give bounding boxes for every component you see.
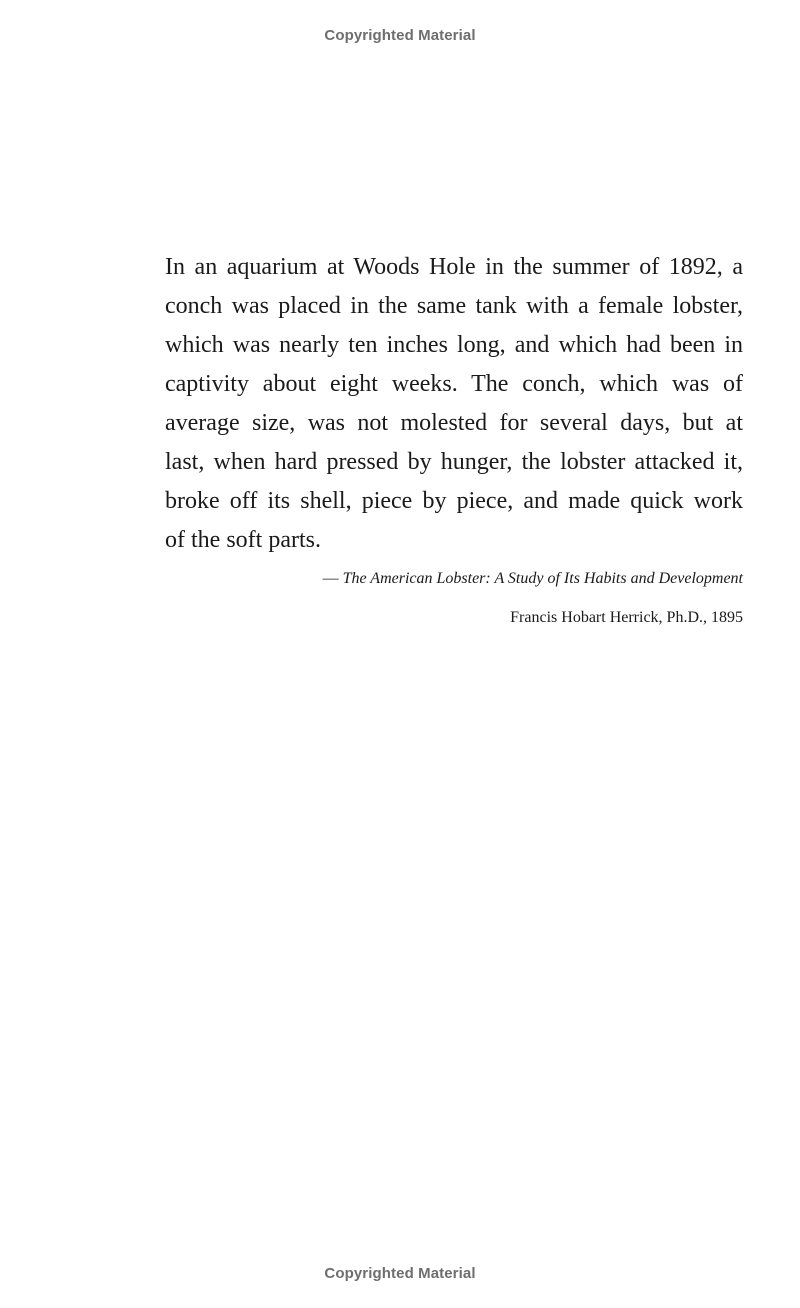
citation-book-title: The American Lobster: A Study of Its Habits and Development: [342, 570, 743, 587]
copyright-watermark-bottom: Copyrighted Material: [324, 1265, 476, 1282]
epigraph-line: broke off its shell, piece by piece, and made quick work: [165, 488, 743, 514]
citation-dash: —: [322, 570, 343, 587]
epigraph-line: average size, was not molested for several days, but at: [165, 410, 743, 436]
epigraph-line: captivity about eight weeks. The conch, which was of: [165, 371, 743, 397]
epigraph-line: of the soft parts.: [165, 527, 321, 553]
epigraph-line: In an aquarium at Woods Hole in the summer of 1892, a: [165, 254, 743, 280]
citation-author: Francis Hobart Herrick, Ph.D., 1895: [510, 609, 743, 626]
epigraph-line: last, when hard pressed by hunger, the lobster attacked it,: [165, 449, 743, 475]
epigraph-quote: [165, 248, 743, 560]
copyright-watermark-top: Copyrighted Material: [324, 27, 476, 44]
epigraph-line: which was nearly ten inches long, and which had been in: [165, 332, 743, 358]
epigraph-line: conch was placed in the same tank with a female lobster,: [165, 293, 743, 319]
epigraph-citation: [323, 570, 743, 588]
